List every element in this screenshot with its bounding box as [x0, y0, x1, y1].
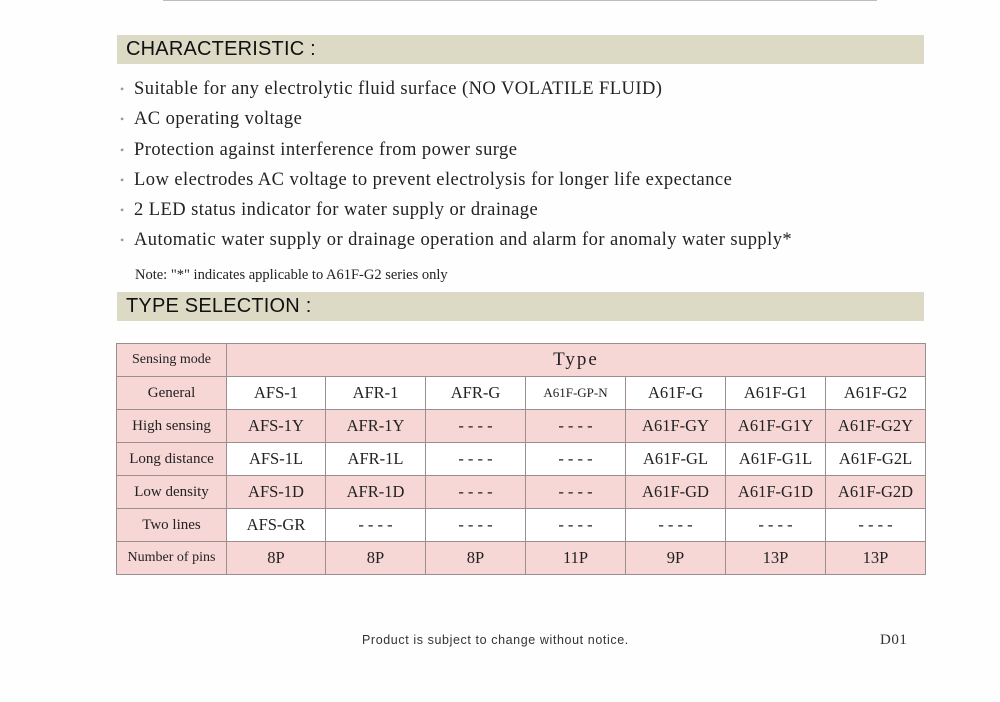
table-cell: A61F-G	[626, 377, 726, 410]
type-header: Type	[227, 344, 926, 377]
table-cell: - - - -	[526, 509, 626, 542]
table-row	[117, 542, 926, 575]
table-cell: - - - -	[626, 509, 726, 542]
page-code: D01	[880, 632, 908, 648]
table-row	[117, 476, 926, 509]
table-cell: AFS-1Y	[227, 410, 326, 443]
table-row	[117, 410, 926, 443]
feature-item	[120, 135, 792, 165]
table-cell: A61F-G1L	[726, 443, 826, 476]
table-row	[117, 509, 926, 542]
table-cell: 13P	[726, 542, 826, 575]
table-cell: 8P	[426, 542, 526, 575]
table-cell: - - - -	[426, 443, 526, 476]
table-cell: A61F-G2Y	[826, 410, 926, 443]
table-cell: A61F-G1	[726, 377, 826, 410]
table-cell: - - - -	[526, 410, 626, 443]
feature-item	[120, 104, 792, 134]
table-cell: A61F-GY	[626, 410, 726, 443]
table-cell: A61F-GD	[626, 476, 726, 509]
feature-item	[120, 195, 792, 225]
table-cell: - - - -	[426, 410, 526, 443]
type-selection-heading: TYPE SELECTION :	[117, 292, 924, 321]
table-cell: AFR-1D	[326, 476, 426, 509]
corner-header: Sensing mode	[117, 344, 227, 377]
row-header: Long distance	[117, 443, 227, 476]
table-cell: - - - -	[326, 509, 426, 542]
table-cell: 8P	[326, 542, 426, 575]
row-header: Two lines	[117, 509, 227, 542]
table-row	[117, 443, 926, 476]
table-cell: AFR-1L	[326, 443, 426, 476]
table-cell: AFR-1Y	[326, 410, 426, 443]
table-cell: AFR-G	[426, 377, 526, 410]
type-selection-table	[116, 343, 926, 575]
table-cell: - - - -	[426, 476, 526, 509]
table-cell: A61F-G2L	[826, 443, 926, 476]
row-header: Number of pins	[117, 542, 227, 575]
table-cell: A61F-G2D	[826, 476, 926, 509]
row-header: General	[117, 377, 227, 410]
change-notice: Product is subject to change without notice.	[362, 633, 629, 647]
table-cell: A61F-G1Y	[726, 410, 826, 443]
table-cell: AFS-1	[227, 377, 326, 410]
table-cell: 11P	[526, 542, 626, 575]
feature-item	[120, 74, 792, 104]
table-cell: AFS-1D	[227, 476, 326, 509]
table-header-row	[117, 344, 926, 377]
top-divider	[163, 0, 877, 1]
feature-item	[120, 225, 792, 255]
feature-text: Automatic water supply or drainage operation and alarm for anomaly water supply*	[134, 230, 793, 251]
characteristic-heading: CHARACTERISTIC :	[117, 35, 924, 64]
table-cell: AFS-GR	[227, 509, 326, 542]
bullet-icon: •	[120, 142, 125, 157]
table-cell: A61F-G1D	[726, 476, 826, 509]
bullet-icon: •	[120, 82, 125, 96]
bullet-icon: •	[120, 203, 125, 218]
table-cell: - - - -	[726, 509, 826, 542]
feature-text: Low electrodes AC voltage to prevent electrolysis for longer life expectance	[134, 169, 733, 190]
table-cell: AFS-1L	[227, 443, 326, 476]
table-cell: A61F-GP-N	[526, 377, 626, 410]
row-header: High sensing	[117, 410, 227, 443]
row-header: Low density	[117, 476, 227, 509]
feature-text: 2 LED status indicator for water supply or drainage	[134, 200, 539, 221]
table-cell: 9P	[626, 542, 726, 575]
table-cell: - - - -	[826, 509, 926, 542]
table-cell: 13P	[826, 542, 926, 575]
table-cell: - - - -	[526, 476, 626, 509]
table-cell: A61F-GL	[626, 443, 726, 476]
table-cell: - - - -	[526, 443, 626, 476]
feature-item	[120, 165, 792, 195]
bullet-icon: •	[120, 233, 125, 248]
applicability-note: Note: "*" indicates applicable to A61F-G2 series only	[135, 267, 448, 283]
feature-text: AC operating voltage	[134, 109, 303, 130]
feature-text: Suitable for any electrolytic fluid surface (NO VOLATILE FLUID)	[134, 79, 663, 99]
table-cell: A61F-G2	[826, 377, 926, 410]
feature-text: Protection against interference from power surge	[134, 139, 518, 160]
table-row	[117, 377, 926, 410]
bullet-icon: •	[120, 172, 125, 187]
table-cell: 8P	[227, 542, 326, 575]
table-cell: AFR-1	[326, 377, 426, 410]
table-cell: - - - -	[426, 509, 526, 542]
bullet-icon: •	[120, 112, 125, 127]
feature-list	[120, 74, 792, 256]
